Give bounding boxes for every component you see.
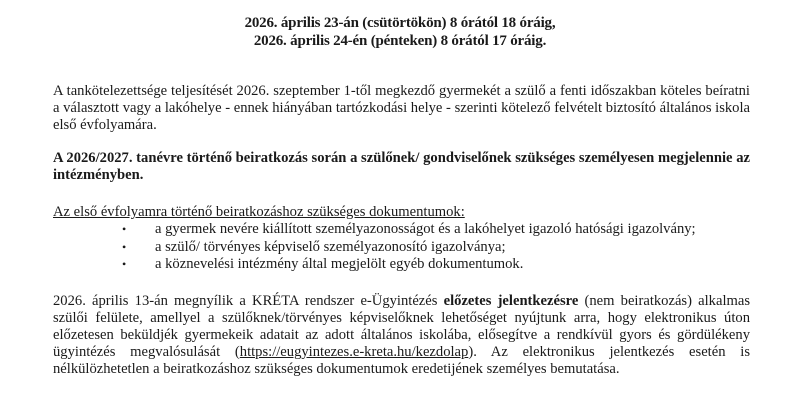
kreta-text-part-3: ). Az elektronikus jelentkezés esetén is nélkülözhetetlen a beiratkozáshoz szükséges dokumentumok eredetijének személyes bemutatása.: [53, 344, 750, 377]
kreta-text-part-2: (nem beiratkozás) alkalmas szülői felülete, amellyel a szülőknek/törvényes képviselőknek lehetőséget nyújtunk arra, hogy elektronikus úton előzetesen beküldjék gyermekeik adatait az adott általános iskolába, elősegítve a rendkívül gyors és gördülékeny ügyintézés megvalósulását (: [53, 293, 751, 360]
required-documents-section: [53, 204, 750, 274]
required-documents-list: [53, 221, 750, 274]
list-item-text: a szülő/ törvényes képviselő személyazonosító igazolványa;: [155, 238, 506, 255]
date-line-1: 2026. április 23-án (csütörtökön) 8 órától 18 óráig,: [244, 15, 556, 31]
bullet-icon: •: [122, 222, 127, 236]
bullet-icon: •: [122, 239, 127, 254]
date-line-2: 2026. április 24-én (pénteken) 8 órától 17 óráig.: [253, 33, 547, 49]
list-item: [122, 256, 750, 274]
cutoff-text-bottom: [53, 392, 750, 404]
preregistration-bold-text: előzetes jelentkezésre: [443, 293, 579, 309]
required-documents-heading: Az első évfolyamra történő beiratkozáshoz szükséges dokumentumok:: [53, 204, 465, 220]
bullet-icon: •: [122, 257, 127, 271]
cutoff-text-top: [80, 0, 720, 3]
paragraph-personal-presence: A 2026/2027. tanévre történő beiratkozás során a szülőnek/ gondviselőnek szükséges személyesen megjelennie az intézményben.: [53, 150, 750, 183]
kreta-text-part-1: 2026. április 13-án megnyílik a KRÉTA rendszer e-Ügyintézés: [53, 293, 444, 309]
paragraph-kreta-preregistration: [53, 293, 750, 378]
eugyintezes-link[interactable]: https://eugyintezes.e-kreta.hu/kezdolap: [239, 344, 469, 360]
list-item-text: a gyermek nevére kiállított személyazonosságot és a lakóhelyet igazoló hatósági igazolvány;: [155, 221, 696, 237]
paragraph-obligation: A tankötelezettsége teljesítését 2026. szeptember 1-től megkezdő gyermekét a szülő a fenti időszakban köteles beíratni a választott vagy a lakóhelye - ennek hiányában tartózkodási helye - szerinti kötelező felvételt biztosító általános iskola első évfolyamára.: [53, 83, 751, 133]
enrollment-dates: [0, 14, 800, 50]
list-item: [122, 239, 750, 257]
list-item-text: a köznevelési intézmény által megjelölt egyéb dokumentumok.: [155, 256, 524, 272]
list-item: [122, 221, 750, 239]
